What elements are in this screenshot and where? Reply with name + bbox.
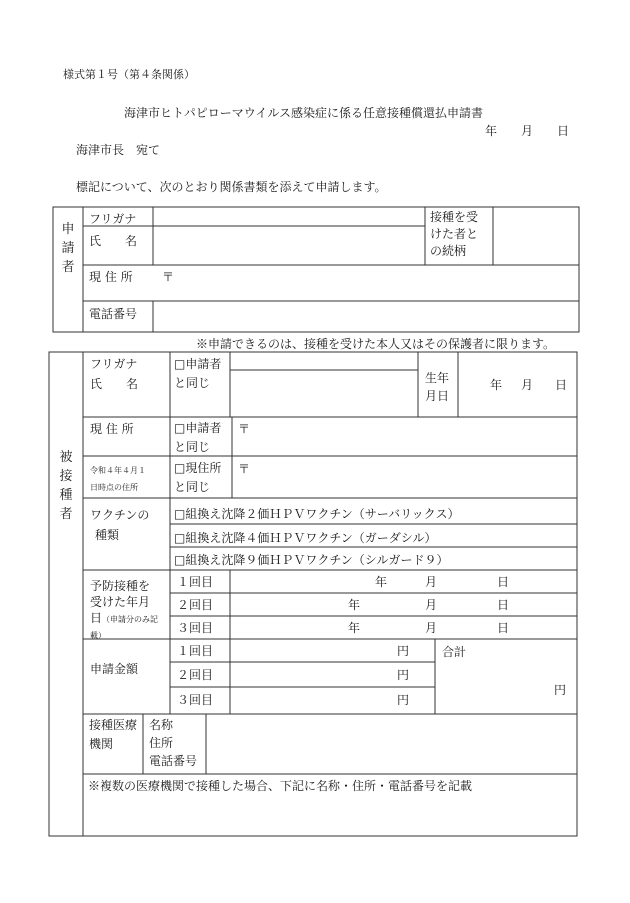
dose-label: ３回目 (177, 621, 214, 635)
vaccine-type-label: ワクチンの 種類 (90, 508, 150, 542)
amount-dose-label: ２回目 (177, 668, 214, 682)
intro-text: 標記について、次のとおり関係書類を添えて申請します。 (76, 180, 387, 194)
dose-day: 日 (497, 621, 510, 635)
recipient-address-label: 現 住 所 (90, 422, 134, 436)
vaccine-option[interactable]: □組換え沈降９価ＨＰＶワクチン（シルガード９） (174, 553, 449, 567)
recipient-same-as-applicant-checkbox[interactable]: □申請者 と同じ (174, 357, 222, 390)
applicant-note: ※申請できるのは、接種を受けた本人又はその保護者に限ります。 (196, 337, 556, 351)
dose-month: 月 (425, 621, 438, 635)
applicant-relation-label: 接種を受 けた者と の続柄 (430, 210, 479, 258)
date-month: 月 (521, 124, 534, 138)
vaccination-dates-label: 予防接種を 受けた年月 日（申請分のみ記 載） (90, 579, 159, 640)
amount-yen: 円 (397, 668, 410, 682)
applicant-furigana-label: フリガナ (89, 212, 137, 226)
applicant-phone-label: 電話番号 (89, 307, 138, 321)
total-yen: 円 (554, 683, 567, 697)
applicant-name-label: 氏 名 (89, 234, 138, 248)
applicant-postal-mark: 〒 (162, 270, 175, 284)
applicant-address-label: 現 住 所 (89, 270, 133, 284)
dose-label: ２回目 (177, 598, 214, 612)
prev-address-label: 令和４年４月１ 日時点の住所 (90, 466, 146, 492)
total-label: 合計 (442, 645, 467, 659)
page-title: 海津市ヒトパピローマウイルス感染症に係る任意接種償還払申請書 (124, 106, 484, 120)
amount-dose-label: ３回目 (177, 693, 214, 707)
dose-label: １回目 (177, 575, 214, 589)
dose-day: 日 (497, 575, 510, 589)
dose-month: 月 (425, 575, 438, 589)
birth-day: 日 (555, 378, 568, 392)
form-number: 様式第１号（第４条関係） (63, 68, 195, 81)
prev-address-same-checkbox[interactable]: □現住所 と同じ (174, 461, 222, 494)
addressee: 海津市長 宛て (76, 143, 161, 157)
recipient-postal-mark: 〒 (238, 422, 251, 436)
dose-day: 日 (497, 598, 510, 612)
date-year: 年 (485, 124, 498, 138)
birth-date-label: 生年 月日 (425, 371, 450, 403)
multi-facility-note: ※複数の医療機関で接種した場合、下記に名称・住所・電話番号を記載 (88, 779, 473, 793)
dose-year: 年 (375, 575, 388, 589)
birth-year: 年 (490, 378, 503, 392)
facility-label: 接種医療 機関 (89, 718, 138, 751)
prev-address-postal-mark: 〒 (238, 462, 251, 476)
applicant-section-label: 申請者 (61, 222, 75, 275)
dose-year: 年 (348, 598, 361, 612)
date-day: 日 (557, 124, 570, 138)
vaccine-option[interactable]: □組換え沈降２価ＨＰＶワクチン（サーバリックス） (174, 507, 460, 521)
amount-label: 申請金額 (90, 662, 139, 676)
recipient-name-label: 氏 名 (90, 377, 139, 391)
birth-month: 月 (521, 378, 534, 392)
dose-month: 月 (425, 598, 438, 612)
amount-yen: 円 (397, 693, 410, 707)
recipient-address-same-checkbox[interactable]: □申請者 と同じ (174, 421, 222, 454)
dose-year: 年 (348, 621, 361, 635)
facility-fields: 名称 住所 電話番号 (149, 718, 198, 768)
vaccine-option[interactable]: □組換え沈降４価ＨＰＶワクチン（ガーダシル） (174, 531, 437, 545)
amount-yen: 円 (397, 644, 410, 658)
amount-dose-label: １回目 (177, 644, 214, 658)
recipient-section-label: 被接種者 (59, 450, 73, 522)
recipient-furigana-label: フリガナ (90, 357, 138, 371)
